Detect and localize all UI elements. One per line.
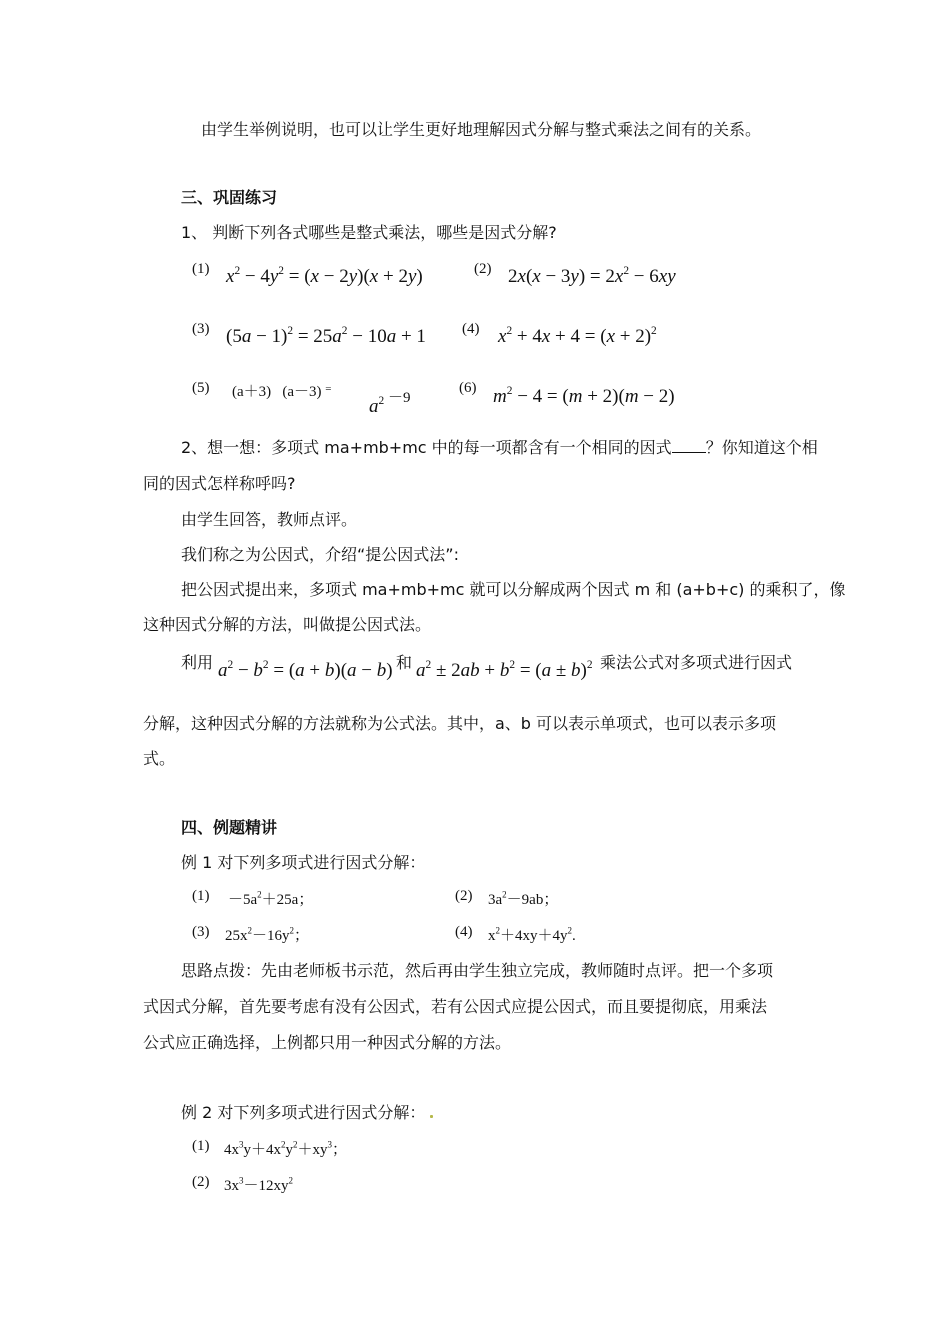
example-1-item-1: $-5a^2+25a$； xyxy=(228,889,314,908)
example-2-title: 例 2 对下列多项式进行因式分解： xyxy=(181,1103,426,1122)
item-label-4: (4) xyxy=(462,321,480,337)
example-2-item-2: $3x^3-12xy^2$ xyxy=(224,1175,294,1194)
example-1-label-4: (4) xyxy=(455,924,473,940)
example-1-label-3: (3) xyxy=(192,924,210,940)
item-label-5: (5) xyxy=(192,380,210,396)
section-heading-examples: 四、例题精讲 xyxy=(181,818,278,837)
teacher-comment: 由学生回答，教师点评。 xyxy=(181,510,358,529)
hint-line1: 思路点拨：先由老师板书示范，然后再由学生独立完成，教师随时点评。把一个多项 xyxy=(181,961,774,980)
question-2-text-end: ？你知道这个相 xyxy=(705,438,818,457)
paragraph-factor-out-line2: 这种因式分解的方法，叫做提公因式法。 xyxy=(143,615,432,634)
formula-2: $2x(x - 3y) = 2x^2 - 6xy$ xyxy=(508,265,676,287)
example-1-item-3: $25x^2-16y^2$； xyxy=(225,925,310,944)
question-1: 1、 判断下列各式哪些是整式乘法，哪些是因式分解? xyxy=(181,223,557,242)
formula-para-line2: 分解，这种因式分解的方法就称为公式法。其中，a、b 可以表示单项式，也可以表示多项 xyxy=(143,714,777,733)
example-2-label-2: (2) xyxy=(192,1174,210,1190)
intro-text: 由学生举例说明，也可以让学生更好地理解因式分解与整式乘法之间有的关系。 xyxy=(201,120,762,139)
formula-para-prefix: 利用 xyxy=(181,653,214,672)
item-label-2: (2) xyxy=(474,261,492,277)
formula-diff-squares: $a^2 - b^2 = (a + b)(a - b)$ xyxy=(218,659,393,681)
example-1-item-4: $x^2+4xy+4y^2$. xyxy=(488,925,576,944)
formula-1: $x^2 - 4y^2 = (x - 2y)(x + 2y)$ xyxy=(226,265,423,287)
item-label-1: (1) xyxy=(192,261,210,277)
question-2-text: 2、想一想：多项式 ma+mb+mc 中的每一项都含有一个相同的因式 xyxy=(181,438,672,457)
stray-mark xyxy=(430,1115,433,1118)
formula-5: (a＋3) (a－3) = xyxy=(232,383,332,400)
formula-4: $x^2 + 4x + 4 = (x + 2)^2$ xyxy=(498,325,657,347)
example-1-title: 例 1 对下列多项式进行因式分解： xyxy=(181,853,426,872)
hint-line3: 公式应正确选择，上例都只用一种因式分解的方法。 xyxy=(143,1033,512,1052)
formula-para-suffix: 乘法公式对多项式进行因式 xyxy=(600,653,793,672)
formula-6: $m^2 - 4 = (m + 2)(m - 2)$ xyxy=(493,385,675,407)
hint-line2: 式因式分解，首先要考虑有没有公因式，若有公因式应提公因式，而且要提彻底，用乘法 xyxy=(143,997,768,1016)
example-1-label-1: (1) xyxy=(192,888,210,904)
answer-blank xyxy=(672,438,706,453)
item-label-3: (3) xyxy=(192,321,210,337)
formula-perfect-square: $a^2 \pm 2ab + b^2 = (a \pm b)^2$ xyxy=(416,659,593,681)
example-2-label-1: (1) xyxy=(192,1138,210,1154)
question-2-line1 xyxy=(181,436,818,460)
example-1-label-2: (2) xyxy=(455,888,473,904)
formula-5-result: $a^2$ $^{-9}$ xyxy=(369,390,411,417)
paragraph-factor-out-line1: 把公因式提出来，多项式 ma+mb+mc 就可以分解成两个因式 m 和 (a+b+c) 的乘积了，像 xyxy=(181,580,846,599)
formula-para-and: 和 xyxy=(396,653,413,672)
example-2-item-1: $4x^3y+4x^2y^2+xy^3$； xyxy=(224,1139,348,1158)
formula-3: $(5a - 1)^2 = 25a^2 - 10a + 1$ xyxy=(226,325,426,347)
item-label-6: (6) xyxy=(459,380,477,396)
formula-para-line3: 式。 xyxy=(143,749,176,768)
section-heading-practice: 三、巩固练习 xyxy=(181,188,278,207)
question-2-line2: 同的因式怎样称呼吗? xyxy=(143,474,296,493)
example-1-item-2: $3a^2-9ab$； xyxy=(488,889,559,908)
method-intro: 我们称之为公因式，介绍“提公因式法”: xyxy=(181,545,459,564)
